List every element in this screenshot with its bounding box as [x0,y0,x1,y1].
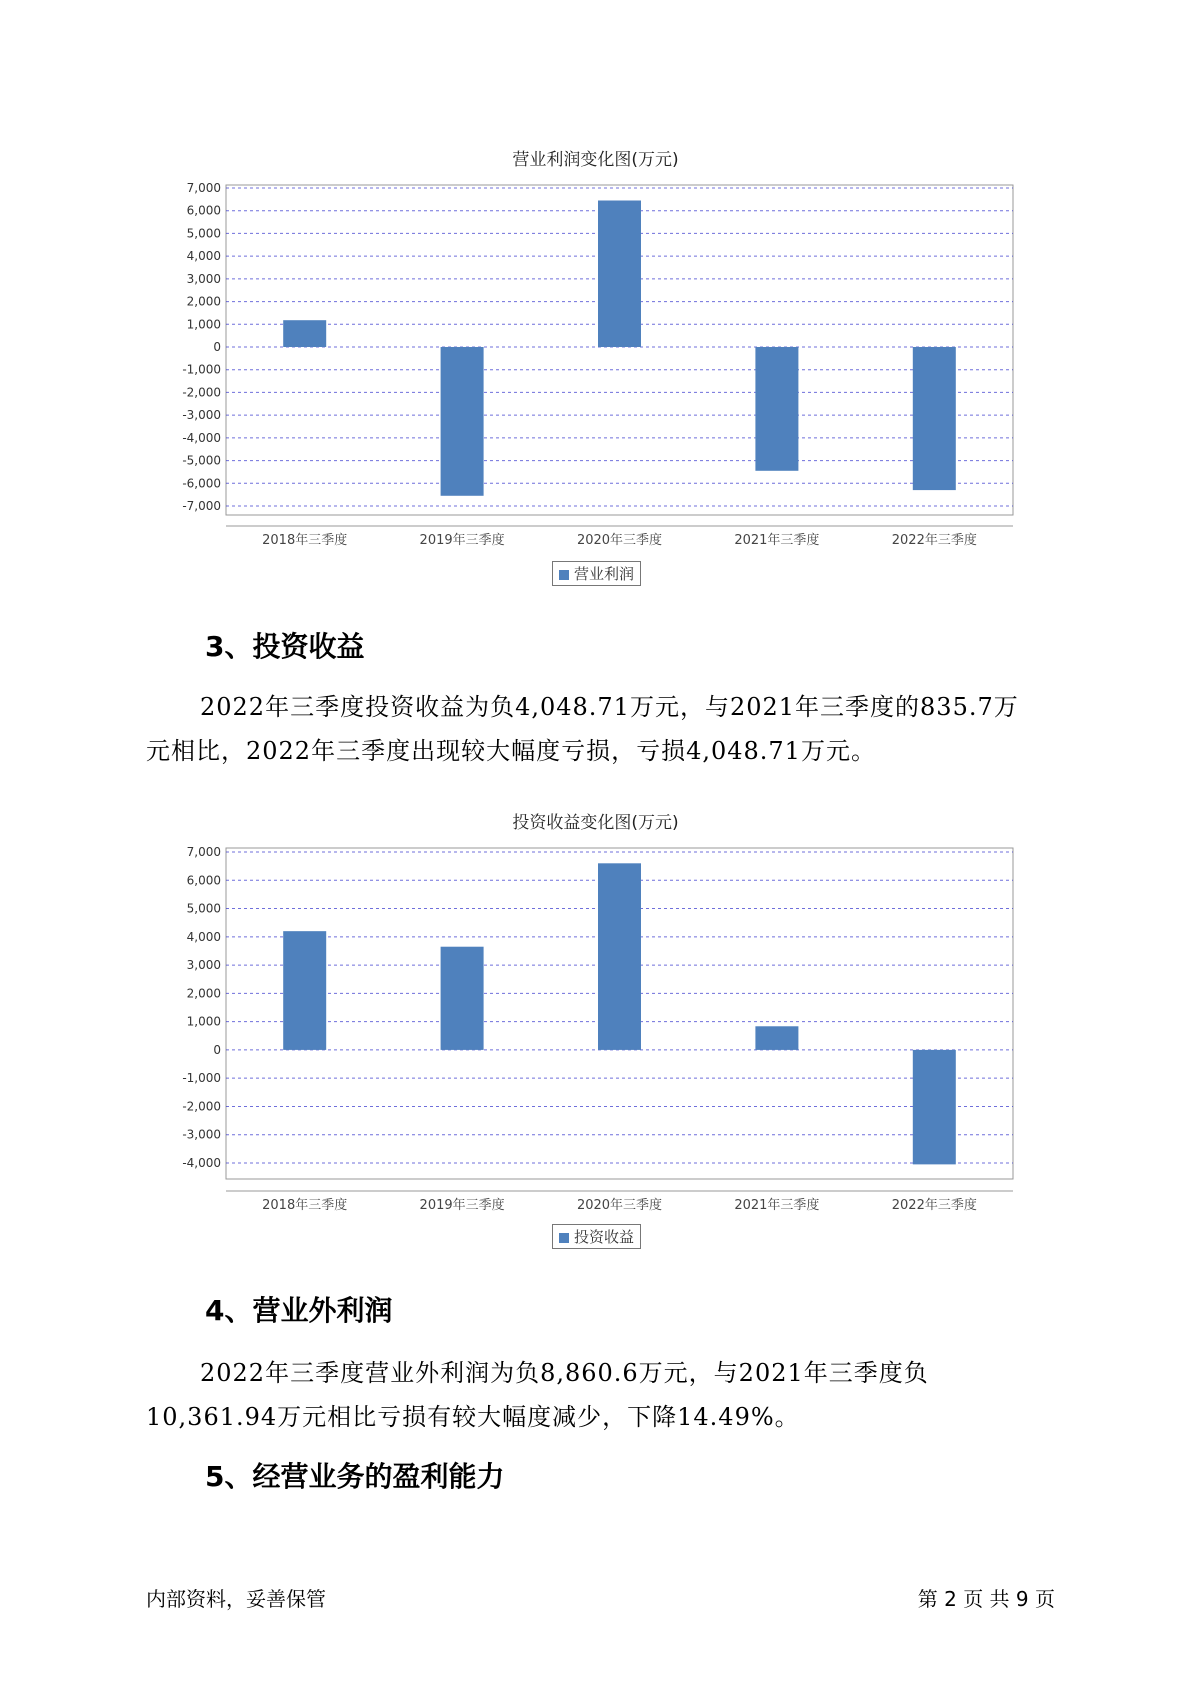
y-tick-label: 7,000 [186,181,221,195]
section4-paragraph [146,1351,1066,1439]
legend-swatch [559,1233,569,1243]
bar-4 [755,347,798,471]
x-category-label: 2019年三季度 [419,1198,505,1213]
section3-heading: 3、投资收益 [205,630,365,663]
y-tick-label: -3,000 [182,408,221,423]
y-tick-label: -1,000 [182,1071,221,1086]
chart1-legend-label: 营业利润 [574,565,635,583]
x-category-label: 2018年三季度 [262,1198,348,1213]
y-tick-label: 0 [213,1042,221,1057]
x-category-label: 2021年三季度 [734,1198,820,1213]
bar-2 [441,947,484,1050]
bar-2 [441,347,484,496]
section4-heading: 4、营业外利润 [205,1294,393,1327]
y-tick-label: -7,000 [182,499,221,513]
section3-paragraph [146,685,1066,773]
y-tick-label: 4,000 [186,249,221,264]
chart1-legend [552,561,641,586]
chart2-title: 投资收益变化图(万元) [512,813,679,833]
footer-page-number: 第 2 页 共 9 页 [917,1587,1055,1611]
y-tick-label: 3,000 [186,271,221,286]
x-category-label: 2021年三季度 [734,533,820,548]
y-tick-label: 1,000 [186,1014,221,1029]
section4-line2: 10,361.94万元相比亏损有较大幅度减少，下降14.49%。 [146,1403,800,1431]
y-tick-label: -4,000 [182,430,221,445]
y-tick-label: 3,000 [186,958,221,973]
y-tick-label: -2,000 [182,1099,221,1114]
y-tick-label: 5,000 [186,901,221,916]
y-tick-label: 6,000 [186,203,221,218]
chart2-investment-income [0,835,1191,1213]
x-category-label: 2022年三季度 [891,1198,977,1213]
y-tick-label: -5,000 [182,453,221,468]
bar-1 [283,931,326,1050]
y-tick-label: 4,000 [186,929,221,944]
y-tick-label: -2,000 [182,385,221,400]
y-tick-label: 7,000 [186,845,221,859]
bar-1 [283,320,326,347]
x-category-label: 2020年三季度 [576,1198,663,1213]
y-tick-label: -1,000 [182,362,221,377]
x-category-label: 2022年三季度 [891,533,977,548]
y-tick-label: 2,000 [186,294,221,309]
legend-swatch [559,570,569,580]
section3-line1: 2022年三季度投资收益为负4,048.71万元，与2021年三季度的835.7万 [200,693,1019,721]
y-tick-label: 6,000 [186,873,221,888]
x-category-label: 2018年三季度 [262,533,348,548]
bar-3 [598,200,641,347]
chart2-legend [552,1224,641,1249]
chart1-title: 营业利润变化图(万元) [512,150,679,170]
bar-3 [598,863,641,1050]
x-category-label: 2020年三季度 [576,533,663,548]
y-tick-label: -6,000 [182,476,221,491]
footer-left: 内部资料，妥善保管 [146,1587,326,1611]
chart1-svg [0,170,1191,548]
chart2-svg [0,835,1191,1213]
bar-4 [755,1026,798,1050]
bar-5 [913,347,956,490]
y-tick-label: 2,000 [186,986,221,1001]
section5-heading: 5、经营业务的盈利能力 [205,1460,505,1493]
y-tick-label: 5,000 [186,226,221,241]
y-tick-label: -3,000 [182,1127,221,1142]
x-category-label: 2019年三季度 [419,533,505,548]
bar-5 [913,1050,956,1164]
section3-line2: 元相比，2022年三季度出现较大幅度亏损，亏损4,048.71万元。 [146,737,876,765]
y-tick-label: -4,000 [182,1156,221,1170]
y-tick-label: 0 [213,340,221,354]
y-tick-label: 1,000 [186,317,221,332]
chart1-operating-profit [0,170,1191,548]
chart2-legend-label: 投资收益 [574,1228,635,1246]
section4-line1: 2022年三季度营业外利润为负8,860.6万元，与2021年三季度负 [200,1359,929,1387]
